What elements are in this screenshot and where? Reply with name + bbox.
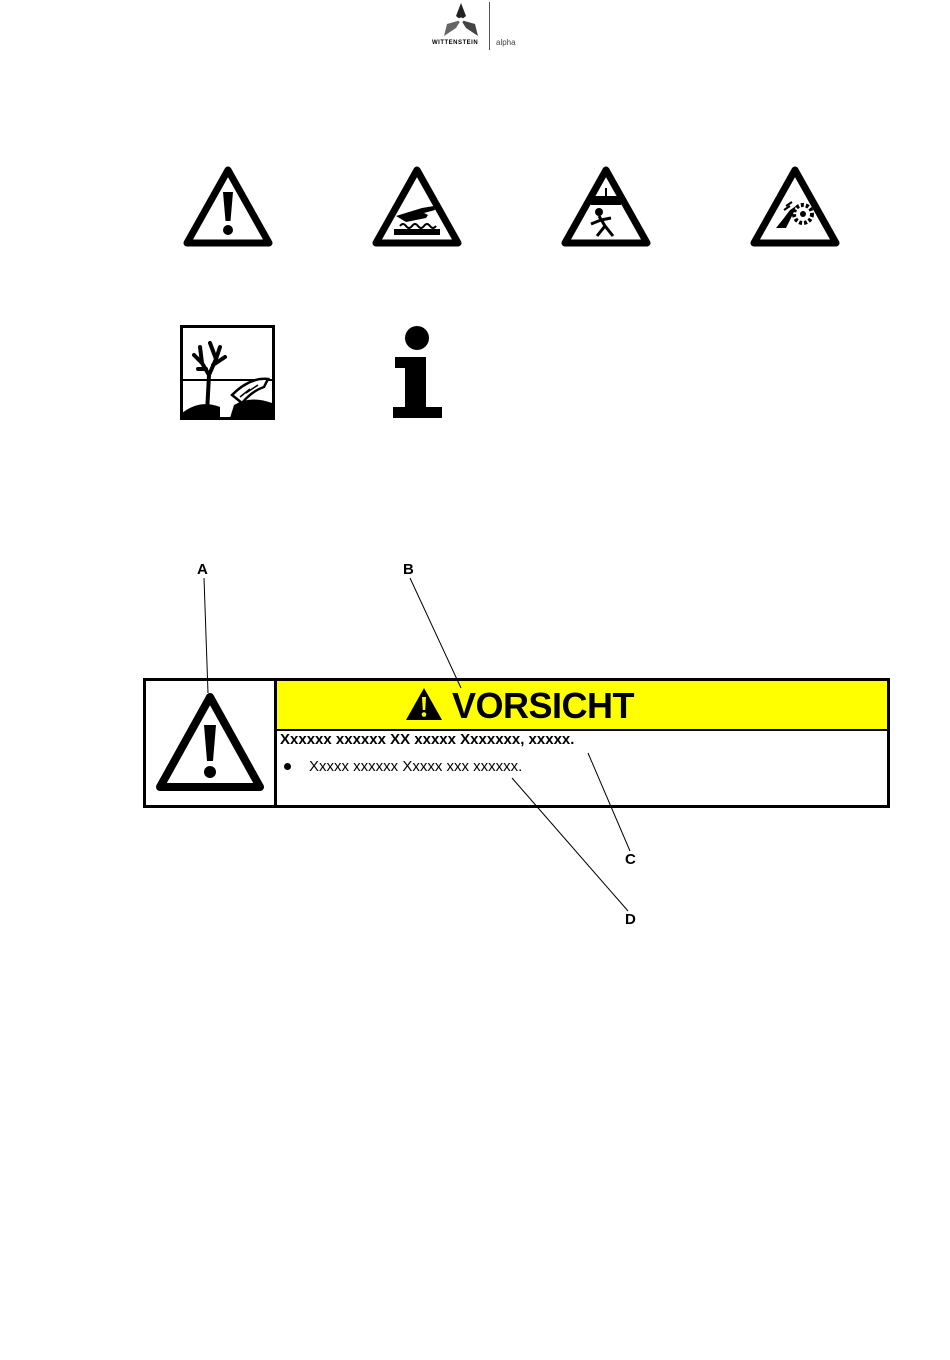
label-d: D xyxy=(625,911,636,928)
label-b: B xyxy=(403,561,414,578)
hazard-description: Xxxxxx xxxxxx XX xxxxx Xxxxxxx, xxxxx. xyxy=(280,731,575,748)
signal-word: VORSICHT xyxy=(452,685,635,726)
logo-brand-text: WITTENSTEIN xyxy=(432,40,479,46)
logo-product-text: alpha xyxy=(496,38,516,47)
measure-text: Xxxxx xxxxxx Xxxxx xxx xxxxxx. xyxy=(309,758,523,775)
label-a: A xyxy=(197,561,208,578)
label-c: C xyxy=(625,851,636,868)
